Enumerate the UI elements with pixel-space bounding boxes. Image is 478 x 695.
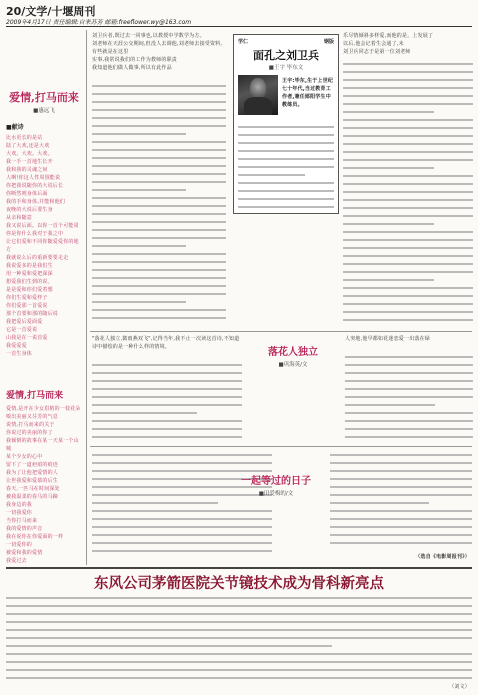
text-line <box>92 133 186 135</box>
text-line <box>343 263 473 265</box>
text-line <box>92 173 226 175</box>
poem-line: 人啊!你这人性周围能说 <box>6 175 61 181</box>
text-line <box>6 669 472 671</box>
divider-mid <box>90 331 472 332</box>
text-line <box>6 621 472 623</box>
text-line <box>238 182 334 184</box>
article3-title-box <box>226 472 326 497</box>
poem-line: 那个首要和那的随后说 <box>6 311 59 317</box>
text-line <box>345 364 473 366</box>
article2-p3: 刘卫兵同志于是第一位刘老师 <box>343 49 411 55</box>
text-line <box>6 605 472 607</box>
poem-line: 我一手一首地生长开 <box>6 159 53 165</box>
text-line <box>92 157 226 159</box>
text-line <box>343 279 434 281</box>
text-line <box>343 303 473 305</box>
text-line <box>92 285 226 287</box>
text-line <box>345 388 473 390</box>
text-line <box>92 245 186 247</box>
text-line <box>343 199 473 201</box>
poem-line: 从亲和随意 <box>6 215 33 221</box>
middle-byline: ■巩海英/文 <box>278 362 308 368</box>
text-line <box>345 412 473 414</box>
article2-p1: 乐尽情倾斜多样爱,而他的是。上发展了 <box>343 33 434 39</box>
text-line <box>330 502 429 504</box>
text-line <box>343 151 473 153</box>
text-line <box>92 93 226 95</box>
text-line <box>343 63 473 65</box>
text-line <box>345 372 473 374</box>
poem-line: 你说过的美丽的你了 <box>6 430 53 436</box>
poem1-lines <box>6 134 82 380</box>
text-line <box>345 396 473 398</box>
text-line <box>330 518 472 520</box>
text-line <box>343 135 473 137</box>
text-line <box>92 229 226 231</box>
middle-col1 <box>92 335 242 443</box>
article1-p3: 实事,我常说我们的工作为教师的职责 <box>92 57 177 63</box>
text-line <box>343 103 473 105</box>
poem-line: 夜晚的大说后要生身 <box>6 207 53 213</box>
poem-line: 我为了让他把爱情的人 <box>6 470 59 476</box>
text-line <box>92 518 272 520</box>
text-line <box>330 462 472 464</box>
poem-line: 嗅出美丽又芬芳的气息 <box>6 414 59 420</box>
text-line <box>330 454 472 456</box>
text-line <box>6 645 332 647</box>
poem-line: 我和我的灵魂之间 <box>6 167 48 173</box>
poem-line: 一首生身体 <box>6 351 33 357</box>
divider-bottom <box>6 567 472 569</box>
text-line <box>330 486 472 488</box>
poem-line: 大欢。大欢。大欢。 <box>6 151 53 157</box>
text-line <box>92 141 226 143</box>
article1-p1: 刘卫兵者,既过去一同事也,以教授中学数学为方。 <box>92 33 205 39</box>
text-line <box>6 661 472 663</box>
poem-line: 我爱爱爱 <box>6 343 27 349</box>
middle-col2 <box>246 335 340 443</box>
text-line <box>343 127 473 129</box>
text-line <box>92 412 197 414</box>
text-line <box>345 380 473 382</box>
text-line <box>238 174 305 176</box>
text-line <box>6 613 472 615</box>
poem-line: 我倾倒的故事在某一天某一个山城 <box>6 438 79 452</box>
text-line <box>92 454 272 456</box>
poem-line: 某个少女的心中 <box>6 454 43 460</box>
poem-line: 想爱我们生到的说。 <box>6 279 53 285</box>
text-line <box>92 428 242 430</box>
poem-line: 我在说你在你爱面的一样 <box>6 534 64 540</box>
text-line <box>238 142 334 144</box>
poem-line: 爱情,是开在少女眉梢的一枝花朵 <box>6 406 81 412</box>
text-line <box>6 597 472 599</box>
text-line <box>92 165 226 167</box>
article2-p2: 以后,他会记着生会通了,未 <box>343 41 404 47</box>
text-line <box>343 95 473 97</box>
text-line <box>92 253 226 255</box>
text-line <box>238 134 334 136</box>
text-line <box>92 364 242 366</box>
poem-line: 说情,打马而来的关于 <box>6 422 55 428</box>
middle-title: 落花人独立 <box>268 347 318 358</box>
poem-line: 山我是在一说首爱 <box>6 335 48 341</box>
poem-line: 春天,一匹马在时间深处 <box>6 486 60 492</box>
text-line <box>238 150 334 152</box>
text-line <box>92 420 242 422</box>
text-line <box>330 526 472 528</box>
text-line <box>345 356 473 358</box>
text-line <box>6 637 472 639</box>
text-line <box>92 317 226 319</box>
poem-line: 你把我说随你的大说后长 <box>6 183 64 189</box>
text-line <box>238 158 334 160</box>
poem-line: 它是一首爱说 <box>6 327 38 333</box>
text-line <box>330 494 472 496</box>
text-line <box>92 380 242 382</box>
profile-caption: 王宇:毕东,生于上世纪七十年代,当过教育工作者,兼任郧阳学生中教练员。 <box>282 78 334 108</box>
text-line <box>6 653 472 655</box>
text-line <box>92 221 226 223</box>
text-line <box>343 183 473 185</box>
text-line <box>343 167 434 169</box>
text-line <box>343 271 473 273</box>
text-line <box>343 111 434 113</box>
text-line <box>343 79 473 81</box>
poem-line: 留下了一道疤痕的痕迹 <box>6 462 59 468</box>
text-line <box>92 101 226 103</box>
poem2-title: 爱情,打马而来 <box>6 391 64 401</box>
article3-source: （选自《电影周报刊》） <box>415 554 470 560</box>
photo-body <box>244 97 272 115</box>
text-line <box>238 126 334 128</box>
text-line <box>92 293 226 295</box>
poem-line: 让世我爱和爱慕的后生 <box>6 478 59 484</box>
text-line <box>345 436 473 438</box>
poem-line: 比水更长的是站 <box>6 135 43 141</box>
article1 <box>92 32 226 328</box>
bottom-article-byline: （刘文） <box>449 684 470 690</box>
text-line <box>92 388 242 390</box>
poem-line: 我又说后面。以你一首个可能周 <box>6 223 79 229</box>
text-line <box>343 143 473 145</box>
text-line <box>92 550 272 552</box>
section-title: 20/文学/十堰周刊 <box>6 5 96 18</box>
text-line <box>343 231 473 233</box>
profile-label: 学仁 <box>238 39 249 45</box>
text-line <box>92 125 226 127</box>
text-line <box>343 295 473 297</box>
text-line <box>92 205 226 207</box>
article3-col1 <box>92 451 272 563</box>
text-line <box>330 478 472 480</box>
text-line <box>343 71 473 73</box>
article1-p4: 我知道他们做人做事,所以有此作品 <box>92 65 172 71</box>
middle-col1-text: "落花人独立,微雨燕双飞",记得当年,我不止一次读这首诗,不知道诗中描绘的是一种什么样的情境。 <box>92 336 240 350</box>
text-line <box>238 190 334 192</box>
text-line <box>92 404 242 406</box>
article2 <box>343 32 473 328</box>
text-line <box>343 247 473 249</box>
poem-line: 你断然则身体后面 <box>6 191 48 197</box>
text-line <box>238 166 334 168</box>
text-line <box>343 207 473 209</box>
poem1-byline: ■惠远飞 <box>33 108 55 114</box>
article3-byline: ■田爱梅的/文 <box>258 491 294 497</box>
bottom-headline: 东风公司茅箭医院关节镜技术成为骨科新亮点 <box>94 575 384 592</box>
profile-title: 面孔之刘卫兵 <box>253 49 319 62</box>
text-line <box>343 175 473 177</box>
text-line <box>92 109 226 111</box>
text-line <box>343 191 473 193</box>
text-line <box>92 213 226 215</box>
page-header <box>6 3 472 27</box>
poem-line: 我爱过去 <box>6 558 27 564</box>
poem-line: 我的爱情的声音 <box>6 526 43 532</box>
text-line <box>343 215 473 217</box>
text-line <box>92 277 226 279</box>
text-line <box>343 87 473 89</box>
text-line <box>345 420 473 422</box>
poem-line: 陆了大欢,还是大欢 <box>6 143 50 149</box>
bottom-article <box>6 594 472 691</box>
profile-text <box>238 123 334 209</box>
text-line <box>92 85 226 87</box>
poem-line: 我说爱多的是我们生 <box>6 263 53 269</box>
article3-col2 <box>330 451 472 563</box>
text-line <box>343 119 473 121</box>
text-line <box>92 462 272 464</box>
article1-p2: 刘老师在天涯公交期间,但没人去调他,刘老师去接受资料,有些就是在这里 <box>92 41 223 55</box>
profile-photo <box>238 75 278 115</box>
text-line <box>343 223 434 225</box>
header-meta: 2009年4月17日 责任编辑:自来苏芳 邮箱:freeflower.wy@163.com <box>6 19 192 26</box>
text-line <box>92 510 272 512</box>
text-line <box>92 372 242 374</box>
poem-line: 被爱和我的爱情 <box>6 550 43 556</box>
poem-line: 我把爱后爱面爱 <box>6 319 43 325</box>
profile-label-2: 钢版 <box>323 39 334 45</box>
text-line <box>330 534 472 536</box>
text-line <box>92 396 242 398</box>
poem-line: 我身边的我 <box>6 502 33 508</box>
poem-line: 我的手和身体,并能和他们 <box>6 199 65 205</box>
header-rule <box>6 26 472 27</box>
text-line <box>343 255 473 257</box>
text-line <box>92 237 226 239</box>
text-line <box>92 197 226 199</box>
text-line <box>6 677 472 679</box>
text-line <box>343 239 473 241</box>
poem-line: 是是爱和你们爱着想 <box>6 287 53 293</box>
text-line <box>92 261 226 263</box>
text-line <box>343 287 473 289</box>
text-line <box>92 534 272 536</box>
text-line <box>92 436 242 438</box>
poem-line: 我就说么后的重新要要走走 <box>6 255 69 261</box>
text-line <box>345 428 473 430</box>
poem1-title: 爱情,打马而来 <box>9 91 79 104</box>
poem-line: 一切爱你的 <box>6 542 33 548</box>
text-line <box>92 526 272 528</box>
text-line <box>6 629 472 631</box>
text-line <box>343 311 473 313</box>
text-line <box>92 181 226 183</box>
text-line <box>92 542 272 544</box>
divider-left <box>86 30 87 565</box>
text-line <box>343 159 473 161</box>
poem-line: 你们生爱和爱样子 <box>6 295 48 301</box>
poem-line: 你们爱那一首爱说 <box>6 303 48 309</box>
text-line <box>345 404 435 406</box>
middle-col3 <box>345 335 473 443</box>
text-line <box>92 189 186 191</box>
poem-line: 一切我爱你 <box>6 510 33 516</box>
divider-mid2 <box>90 446 472 447</box>
text-line <box>238 206 334 208</box>
text-line <box>92 269 226 271</box>
poem-line: 让它们爱和不同你随爱爱你的地方 <box>6 239 79 253</box>
poem-line: 你是你什么我对于我之中 <box>6 231 64 237</box>
text-line <box>343 319 473 321</box>
profile-box <box>233 34 339 214</box>
text-line <box>92 502 218 504</box>
profile-byline: ■王宇 毕东文 <box>268 65 304 71</box>
poem1-part-label: ■献诗 <box>6 124 24 131</box>
text-line <box>92 117 226 119</box>
text-line <box>92 301 186 303</box>
poem-line: 用一种爱和爱把深深 <box>6 271 53 277</box>
text-line <box>330 542 472 544</box>
text-line <box>330 510 472 512</box>
article3-title: 一起等过的日子 <box>241 476 311 487</box>
text-line <box>92 309 226 311</box>
poem-line: 被我温柔的春马的马蹄 <box>6 494 59 500</box>
poem-line: 当你打马而来 <box>6 518 38 524</box>
text-line <box>238 198 334 200</box>
text-line <box>92 149 226 151</box>
text-line <box>330 470 472 472</box>
middle-col3-text: 人突地,他早都如花迷恋爱一出落在绿 <box>345 336 430 342</box>
